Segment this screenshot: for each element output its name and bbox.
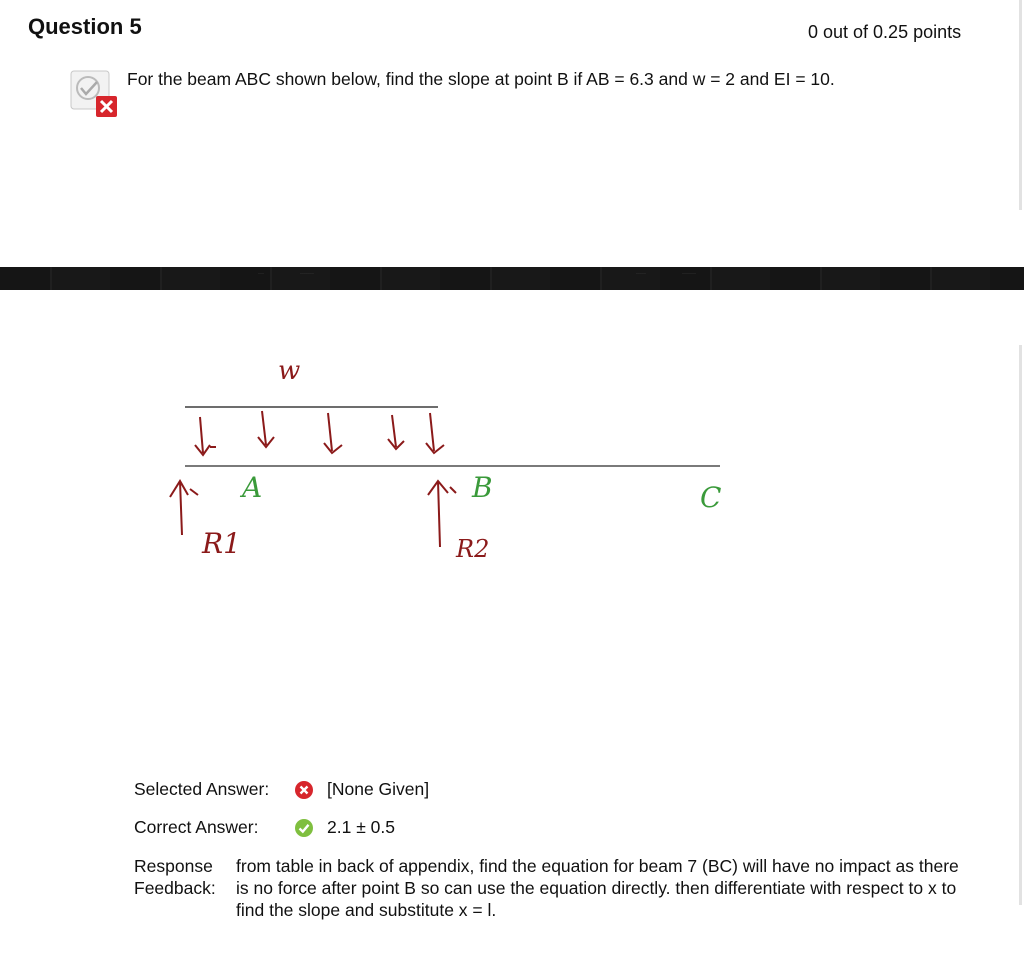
point-c-label: C xyxy=(700,481,722,514)
reaction-2-label: R2 xyxy=(456,535,490,563)
point-b-label: B xyxy=(472,471,493,504)
beam-diagram xyxy=(150,335,770,575)
image-toolbar-strip: ··· ······· ····· ······· xyxy=(0,267,1024,290)
response-feedback-label: Response Feedback: xyxy=(134,856,216,898)
correct-answer-value: 2.1 ± 0.5 xyxy=(327,817,395,837)
selected-answer-value: [None Given] xyxy=(327,779,430,799)
scroll-edge xyxy=(1019,0,1022,210)
incorrect-icon xyxy=(294,780,314,800)
load-label-w: w xyxy=(278,356,301,386)
correct-answer-label: Correct Answer: xyxy=(134,817,259,837)
selected-answer-label: Selected Answer: xyxy=(134,779,270,799)
correct-icon xyxy=(294,818,314,838)
point-a-label: A xyxy=(242,471,263,504)
question-title: Question 5 xyxy=(28,14,142,39)
reaction-1-label: R1 xyxy=(202,527,241,560)
incorrect-status-icon xyxy=(70,70,118,118)
response-feedback-text: from table in back of appendix, find the equation for beam 7 (BC) will have no impact as there is no force after point B so can use the equation directly. then differentiate with respect to x to find the slope and substitute x = l. xyxy=(236,856,959,920)
question-points: 0 out of 0.25 points xyxy=(808,22,962,42)
reaction-arrow-r1 xyxy=(170,481,198,535)
scroll-edge-lower xyxy=(1019,345,1022,905)
question-text: For the beam ABC shown below, find the slope at point B if AB = 6.3 and w = 2 and EI = 10. xyxy=(127,69,835,89)
load-arrows xyxy=(195,411,444,455)
reaction-arrow-r2 xyxy=(428,481,456,547)
